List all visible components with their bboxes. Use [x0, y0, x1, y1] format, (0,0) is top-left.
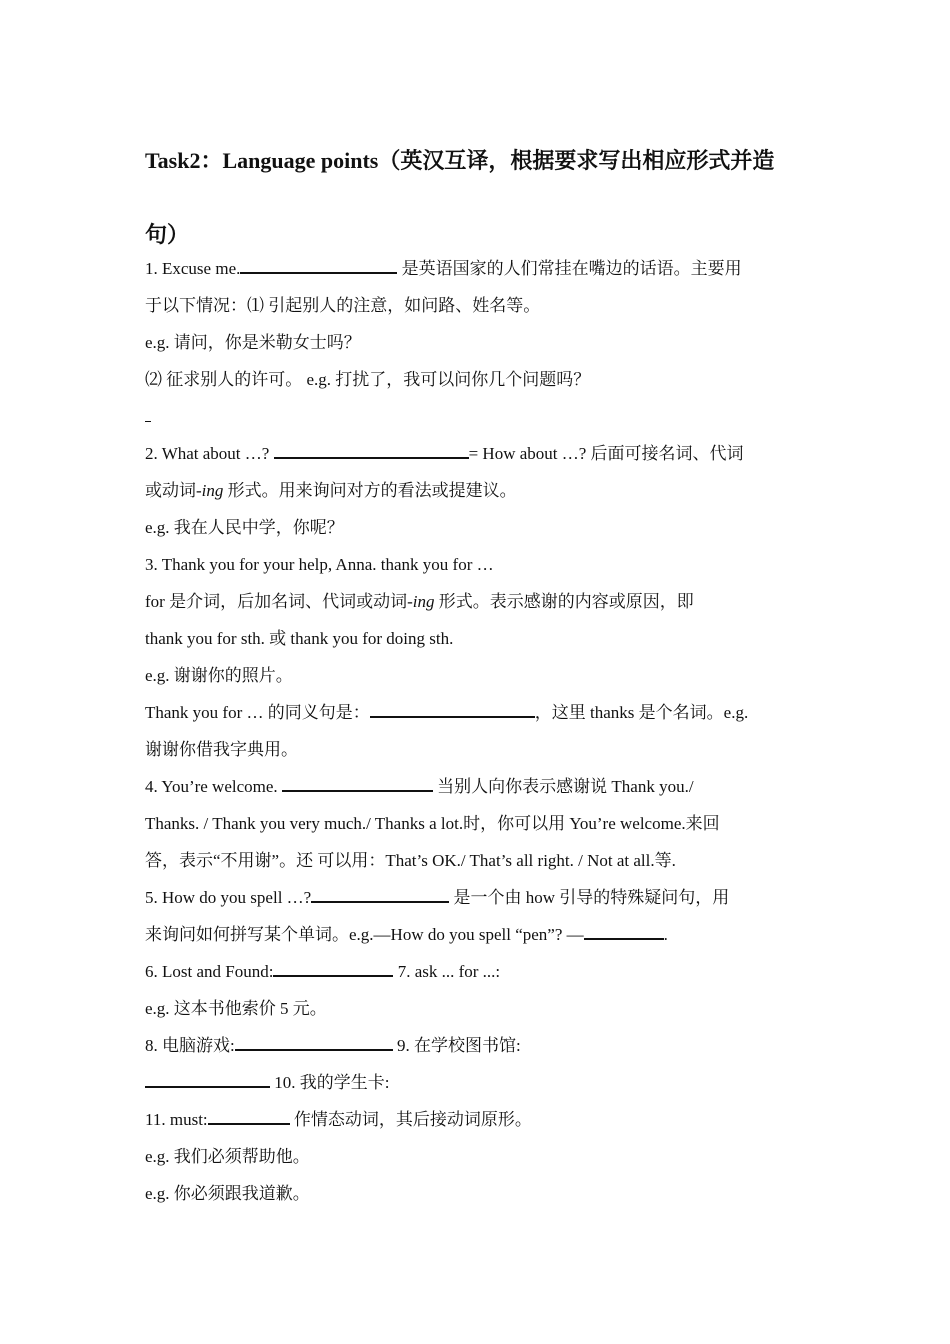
empty-line-stub [145, 398, 810, 435]
fill-blank-5[interactable] [311, 883, 449, 903]
item-11-line-1: 11. must: 作情态动词，其后接动词原形。 [145, 1101, 810, 1138]
fill-blank-11[interactable] [208, 1105, 290, 1125]
item-3-line-1: 3. Thank you for your help, Anna. thank you for … [145, 555, 494, 574]
item-3-example-1: e.g. 谢谢你的照片。 [145, 666, 293, 685]
stub-mark [145, 407, 151, 422]
fill-blank-9[interactable] [145, 1068, 270, 1088]
item-4-line-3: 答，表示“不用谢”。还 可以用：That’s OK./ That’s all right. / Not at all.等. [145, 851, 676, 870]
exercise-body [145, 250, 810, 1212]
item-1-example-1: e.g. 请问，你是米勒女士吗？ [145, 333, 361, 352]
item-1-line-1: 1. Excuse me. 是英语国家的人们常挂在嘴边的话语。主要用 [145, 250, 810, 287]
fill-blank-6[interactable] [273, 957, 393, 977]
fill-blank-4[interactable] [282, 772, 433, 792]
fill-blank-8[interactable] [235, 1031, 393, 1051]
task-title-line2: 句） [145, 222, 190, 247]
item-2-line-2: 或动词-ing 形式。用来询问对方的看法或提建议。 [145, 481, 517, 500]
item-3-line-2: for 是介词，后加名词、代词或动词-ing 形式。表示感谢的内容或原因，即 [145, 592, 694, 611]
item-6-7-line: 6. Lost and Found: 7. ask ... for ...: [145, 953, 810, 990]
item-5-line-2: 来询问如何拼写某个单词。e.g.—How do you spell “pen”? — . [145, 916, 810, 953]
item-3-line-5: Thank you for … 的同义句是： ，这里 thanks 是个名词。e.g. [145, 694, 810, 731]
item-5-line-1: 5. How do you spell …? 是一个由 how 引导的特殊疑问句，用 [145, 879, 810, 916]
item-9-10-line: 10. 我的学生卡: [145, 1064, 810, 1101]
item-4-line-1: 4. You’re welcome. 当别人向你表示感谢说 Thank you./ [145, 768, 810, 805]
item-4-line-2: Thanks. / Thank you very much./ Thanks a lot.时，你可以用 You’re welcome.来回 [145, 814, 720, 833]
fill-blank-5b[interactable] [584, 920, 664, 940]
item-2-line-1: 2. What about …? = How about …? 后面可接名词、代词 [145, 435, 810, 472]
fill-blank-3[interactable] [370, 698, 535, 718]
task-title-line1: Task2：Language points（英汉互译，根据要求写出相应形式并造 [145, 148, 775, 173]
item-11-example-1: e.g. 我们必须帮助他。 [145, 1147, 310, 1166]
item-7-example: e.g. 这本书他索价 5 元。 [145, 999, 327, 1018]
fill-blank-1[interactable] [240, 254, 397, 274]
item-1-line-4: ⑵ 征求别人的许可。 e.g. 打扰了，我可以问你几个问题吗？ [145, 370, 591, 389]
item-1-line-2: 于以下情况：⑴ 引起别人的注意，如问路、姓名等。 [145, 296, 541, 315]
item-3-line-3: thank you for sth. 或 thank you for doing sth. [145, 629, 454, 648]
item-3-example-2: 谢谢你借我字典用。 [145, 740, 298, 759]
fill-blank-2[interactable] [274, 439, 469, 459]
item-8-9-line: 8. 电脑游戏: 9. 在学校图书馆: [145, 1027, 810, 1064]
item-11-example-2: e.g. 你必须跟我道歉。 [145, 1184, 310, 1203]
item-2-example: e.g. 我在人民中学，你呢？ [145, 518, 344, 537]
